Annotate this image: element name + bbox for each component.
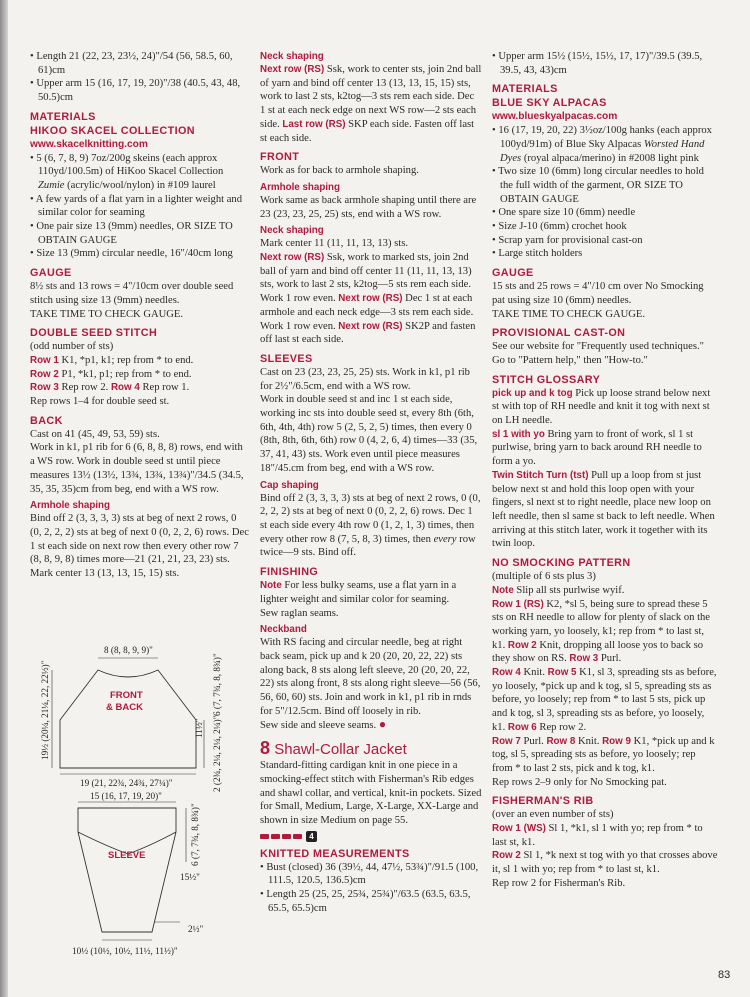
material-item: • A few yards of a flat yarn in a lighter weight and similar color for seaming — [30, 193, 242, 219]
neckband-end: Sew side and sleeve seams. ● — [260, 717, 387, 732]
rib-row: Row 1 (WS) Sl 1, *k1, sl 1 with yo; rep from * to last st, k1. — [492, 823, 703, 848]
front-neck-text: Mark center 11 (11, 11, 13, 13) sts. — [260, 238, 408, 250]
glossary-heading: STITCH GLOSSARY — [492, 373, 601, 386]
sleeves-text: Work in double seed st and inc 1 st each side, working inc sts into double seed st, every 8th (6th, 6th, 4th, 4th) row 5 (2, 5, 2, 5) times, then every 0 (8th, 8th, 6th, 6th) row 0 (4, 2, 6, 4) times—33 (35, 37, 41, 43) sts. Work even until piece measures 18"/45.cm from beg, end with a WS row. — [260, 394, 478, 474]
fishermans-rib-note: (over an even number of sts) — [492, 809, 614, 821]
front-text: Work as for back to armhole shaping. — [260, 165, 419, 177]
fishermans-rib-heading: FISHERMAN'S RIB — [492, 795, 594, 808]
pattern-row: Row 1 (RS) K2, *sl 5, being sure to spread these 5 sts on RH needle to allow for plenty of slack on the working yarn, yo loosely, k1; rep from * to last st, k1. Row 2 Knit, dropping all loose yos to back so they show on RS. Row 3 Purl. — [492, 598, 711, 665]
rib-repeat: Rep row 2 for Fisherman's Rib. — [492, 877, 626, 889]
cuff-label: 2½" — [188, 924, 204, 934]
cap-label: 6 (7, 7¾, 8, 8¾)" — [190, 803, 200, 866]
provisional-heading: PROVISIONAL CAST-ON — [492, 327, 626, 340]
bust-measurement: • Bust (closed) 36 (39½, 44, 47½, 53¾)"/91.5 (100, 111.5, 120.5, 136.5)cm — [260, 861, 479, 887]
dss-row: Row 2 P1, *k1, p1; rep from * to end. — [30, 368, 192, 380]
neckband-text: With RS facing and circular needle, beg at right back seam, pick up and k 20 (20, 20, 22, 22) sts along back, 8 sts along left sleeve, 20 (20, 20, 22, 22) sts along front, 8 sts along right sleeve—56 (56, 56, 60, 60) sts. Join and work in k1, p1 rib in rnds for 5"/12.5cm. Bind off loosely in rib. — [260, 637, 481, 717]
pattern-row: Row 7 Purl. Row 8 Knit. Row 9 K1, *pick up and k tog, sl 5, spreading sts as before, yo loosely; rep from * to last 2 sts, pick and k tog, k1. — [492, 735, 715, 774]
column-1 — [30, 50, 250, 581]
no-smocking-note: Note Slip all sts purlwise wyif. — [492, 584, 625, 596]
glossary-entry: sl 1 with yo Bring yarn to front of work, sl 1 st purlwise, bring yarn to back around RH needle to form a yo. — [492, 428, 702, 468]
front-neck-text: Next row (RS) Ssk, work to marked sts, join 2nd ball of yarn and bind off center 11 (11, 11, 13, 13) sts, work to last 2 sts, k2tog—5 sts rem each side. Work 1 row even. Next row (RS) Dec 1 st at each armhole and each neck edge—3 sts rem each side. Work 1 row even. Next row (RS) SK2P and fasten off last st each side. — [260, 252, 476, 346]
column-3 — [492, 50, 718, 891]
front-back-label: & BACK — [106, 702, 143, 713]
armhole-text: Bind off 2 (3, 3, 3, 3) sts at beg of next 2 rows, 0 (0, 2, 2, 2) sts at beg of next 0 (0, 2, 2, 6) rows. Dec 1 st each side on next row then every other row 7 (8, 8, 9, 8) times more—21 (21, 21, 23, 23) sts. Mark center 13 (13, 13, 15, 15) sts. — [30, 513, 249, 580]
gauge-text: 15 sts and 25 rows = 4"/10 cm over No Smocking pat using size 10 (6mm) needles. — [492, 281, 704, 306]
dss-repeat: Rep rows 1–4 for double seed st. — [30, 396, 170, 408]
neck-width-label: 8 (8, 8, 9, 9)" — [104, 645, 153, 655]
sleeves-heading: SLEEVES — [260, 352, 313, 365]
sleeve-length-label: 15½" — [180, 872, 200, 882]
back-heading: BACK — [30, 414, 63, 427]
gauge-check: TAKE TIME TO CHECK GAUGE. — [30, 308, 184, 320]
materials-url-link[interactable]: www.skacelknitting.com — [30, 138, 148, 150]
column-2 — [260, 50, 482, 915]
sleeve-outline — [78, 808, 176, 932]
material-item: • One pair size 13 (9mm) needles, OR SIZE TO OBTAIN GAUGE — [30, 221, 233, 246]
body-length-label: 19½ (20¼, 21¼, 22, 22½)" — [40, 660, 50, 760]
armhole-label: 6 (7, 7¾, 8, 8¾)" — [212, 653, 222, 716]
double-seed-note: (odd number of sts) — [30, 341, 114, 353]
pattern-repeat: Rep rows 2–9 only for No Smocking pat. — [492, 776, 667, 788]
rib-row: Row 2 Sl 1, *k next st tog with yo that crosses above it, sl 1 with yo; rep from * to last st, k1. — [492, 850, 718, 876]
side-label: 11½" — [194, 718, 204, 738]
back-text: Cast on 41 (45, 49, 53, 59) sts. — [30, 428, 160, 440]
finishing-heading: FINISHING — [260, 566, 319, 579]
sleeve-label: SLEEVE — [108, 850, 146, 861]
neck-shaping-heading: Neck shaping — [260, 51, 324, 62]
front-back-label: FRONT — [110, 690, 143, 701]
skill-level-icon: 4 — [260, 831, 482, 842]
front-heading: FRONT — [260, 151, 300, 164]
knitted-measurements-heading: KNITTED MEASUREMENTS — [260, 847, 410, 860]
upper-arm-measurement: • Upper arm 15 (16, 17, 19, 20)"/38 (40.5, 43, 48, 50.5)cm — [30, 78, 241, 104]
neckband-heading: Neckband — [260, 624, 307, 636]
material-item: • One spare size 10 (6mm) needle — [492, 207, 636, 219]
upper-arm-label: 15 (16, 17, 19, 20)" — [90, 791, 162, 801]
back-text: Work in k1, p1 rib for 6 (6, 8, 8, 8) rows, end with a WS row. Work in double seed st until piece measures 13½ (13½, 13¾, 13¾, 13¾)"/34.5 (34.5, 35, 35, 35)cm from beg, end with a WS row. — [30, 442, 244, 495]
length-measurement: • Length 25 (25, 25, 25¾, 25¾)"/63.5 (63.5, 63.5, 65.5, 65.5)cm — [260, 889, 471, 914]
material-item: • Size J-10 (6mm) crochet hook — [492, 221, 627, 233]
material-item: • 5 (6, 7, 8, 9) 7oz/200g skeins (each approx 110yd/100.5m) of HiKoo Skacel Collection Zumie (acrylic/wool/nylon) in #109 laurel — [30, 152, 224, 191]
cap-shaping-heading: Cap shaping — [260, 479, 319, 491]
no-smocking-note: (multiple of 6 sts plus 3) — [492, 571, 596, 583]
front-back-outline — [60, 670, 196, 768]
dss-row: Row 1 K1, *p1, k1; rep from * to end. — [30, 354, 194, 366]
materials-heading: MATERIALS — [492, 83, 558, 96]
materials-url-link[interactable]: www.blueskyalpacas.com — [492, 111, 618, 123]
page-binding-shadow — [0, 0, 8, 997]
gauge-heading: GAUGE — [492, 267, 534, 280]
material-item: • Large stitch holders — [492, 248, 583, 260]
pattern-row: Row 4 Knit. Row 5 K1, sl 3, spreading sts as before, yo loosely, *pick up and k tog, sl 5, spreading sts as before, yo loosely; rep from * to last 5 sts, pick up and k tog, sl 3, spreading sts as before, yo loosely, k1. Row 6 Rep row 2. — [492, 667, 717, 733]
gauge-text: 8½ sts and 13 rows = 4"/10cm over double seed stitch using size 13 (9mm) needles. — [30, 281, 234, 306]
glossary-entry: Twin Stitch Turn (tst) Pull up a loop from st just below next st and hold this loop open with your fingers, sl next st to right needle, place new loop on left needle, then sl same st back to left needle. When arriving at this stitch later, work it together with its twin loop. — [492, 469, 715, 550]
upper-arm-measurement: • Upper arm 15½ (15½, 15½, 17, 17)"/39.5 (39.5, 39.5, 43, 43)cm — [492, 51, 703, 76]
body-width-label: 19 (21, 22¾, 24¾, 27¼)" — [80, 778, 173, 788]
project-description: Standard-fitting cardigan knit in one piece in a smocking-effect stitch with Fisherman's Rib edges and shawl collar, and vertical, knit-in pockets. Sized for Small, Medium, Large, X-Large, XX-Large and shown in size Medium on page 55. — [260, 760, 482, 826]
end-bullet-icon: ● — [378, 717, 387, 732]
materials-heading: MATERIALS — [30, 110, 96, 123]
armhole-heading: Armhole shaping — [30, 500, 111, 512]
material-item: • Size 13 (9mm) circular needle, 16"/40cm long — [30, 248, 233, 260]
finishing-text: Sew raglan seams. — [260, 607, 339, 619]
materials-brand: HIKOO SKACEL COLLECTION — [30, 124, 195, 137]
no-smocking-heading: NO SMOCKING PATTERN — [492, 557, 631, 570]
front-armhole-text: Work same as back armhole shaping until there are 23 (23, 23, 25, 25) sts, end with a WS row. — [260, 194, 477, 220]
project-title: 8 Shawl-Collar Jacket — [260, 738, 407, 759]
provisional-text: See our website for "Frequently used techniques." Go to "Pattern help," then "How-to." — [492, 341, 704, 366]
schematic-diagram — [20, 632, 252, 972]
glossary-entry: pick up and k tog Pick up loose strand below next st with top of RH needle and knit it tog with next st on LH needle. — [492, 387, 711, 427]
length-measurement: • Length 21 (22, 23, 23½, 24)"/54 (56, 58.5, 60, 61)cm — [30, 51, 233, 76]
finishing-note: Note For less bulky seams, use a flat yarn in a lighter weight and similar color for seaming. — [260, 580, 457, 605]
double-seed-heading: DOUBLE SEED STITCH — [30, 327, 158, 340]
sleeves-text: Cast on 23 (23, 23, 25, 25) sts. Work in k1, p1 rib for 2½"/6.5cm, end with a WS row. — [260, 366, 470, 392]
neck-shaping-text: Next row (RS) Ssk, work to center sts, join 2nd ball of yarn and bind off center 13 (13, 13, 15, 15) sts, work to last 2 sts, k2tog—3 sts rem each side. Dec 1 st at each neck edge on next WS row—2 sts each side. Last row (RS) SKP each side. Fasten off last st each side. — [260, 64, 482, 144]
front-armhole-heading: Armhole shaping — [260, 181, 341, 193]
page-number: 83 — [718, 969, 731, 981]
material-item: • Two size 10 (6mm) long circular needles to hold the full width of the garment, OR SIZE TO OBTAIN GAUGE — [492, 166, 704, 205]
raglan-label: 2 (2¾, 2¼, 2¼, 2¼)" — [212, 715, 222, 792]
gauge-heading: GAUGE — [30, 267, 72, 280]
cap-shaping-text: Bind off 2 (3, 3, 3, 3) sts at beg of next 2 rows, 0 (0, 2, 2, 2) sts at beg of next 0 (0, 2, 2, 6) rows. Dec 1 st each side every 4th row 0 (1, 2, 1, 3) times, then every other row 8 (7, 5, 8, 3) times, then every row twice—9 sts. Bind off. — [260, 492, 481, 559]
gauge-check: TAKE TIME TO CHECK GAUGE. — [492, 308, 646, 320]
front-neck-heading: Neck shaping — [260, 225, 324, 237]
material-item: • Scrap yarn for provisional cast-on — [492, 234, 643, 246]
dss-row: Row 3 Rep row 2. Row 4 Rep row 1. — [30, 382, 190, 394]
wrist-label: 10½ (10½, 10½, 11½, 11½)" — [72, 946, 178, 956]
materials-brand: BLUE SKY ALPACAS — [492, 97, 607, 110]
material-item: • 16 (17, 19, 20, 22) 3½oz/100g hanks (each approx 100yd/91m) of Blue Sky Alpacas Worsted Hand Dyes (royal alpaca/merino) in #2008 light pink — [492, 125, 712, 164]
